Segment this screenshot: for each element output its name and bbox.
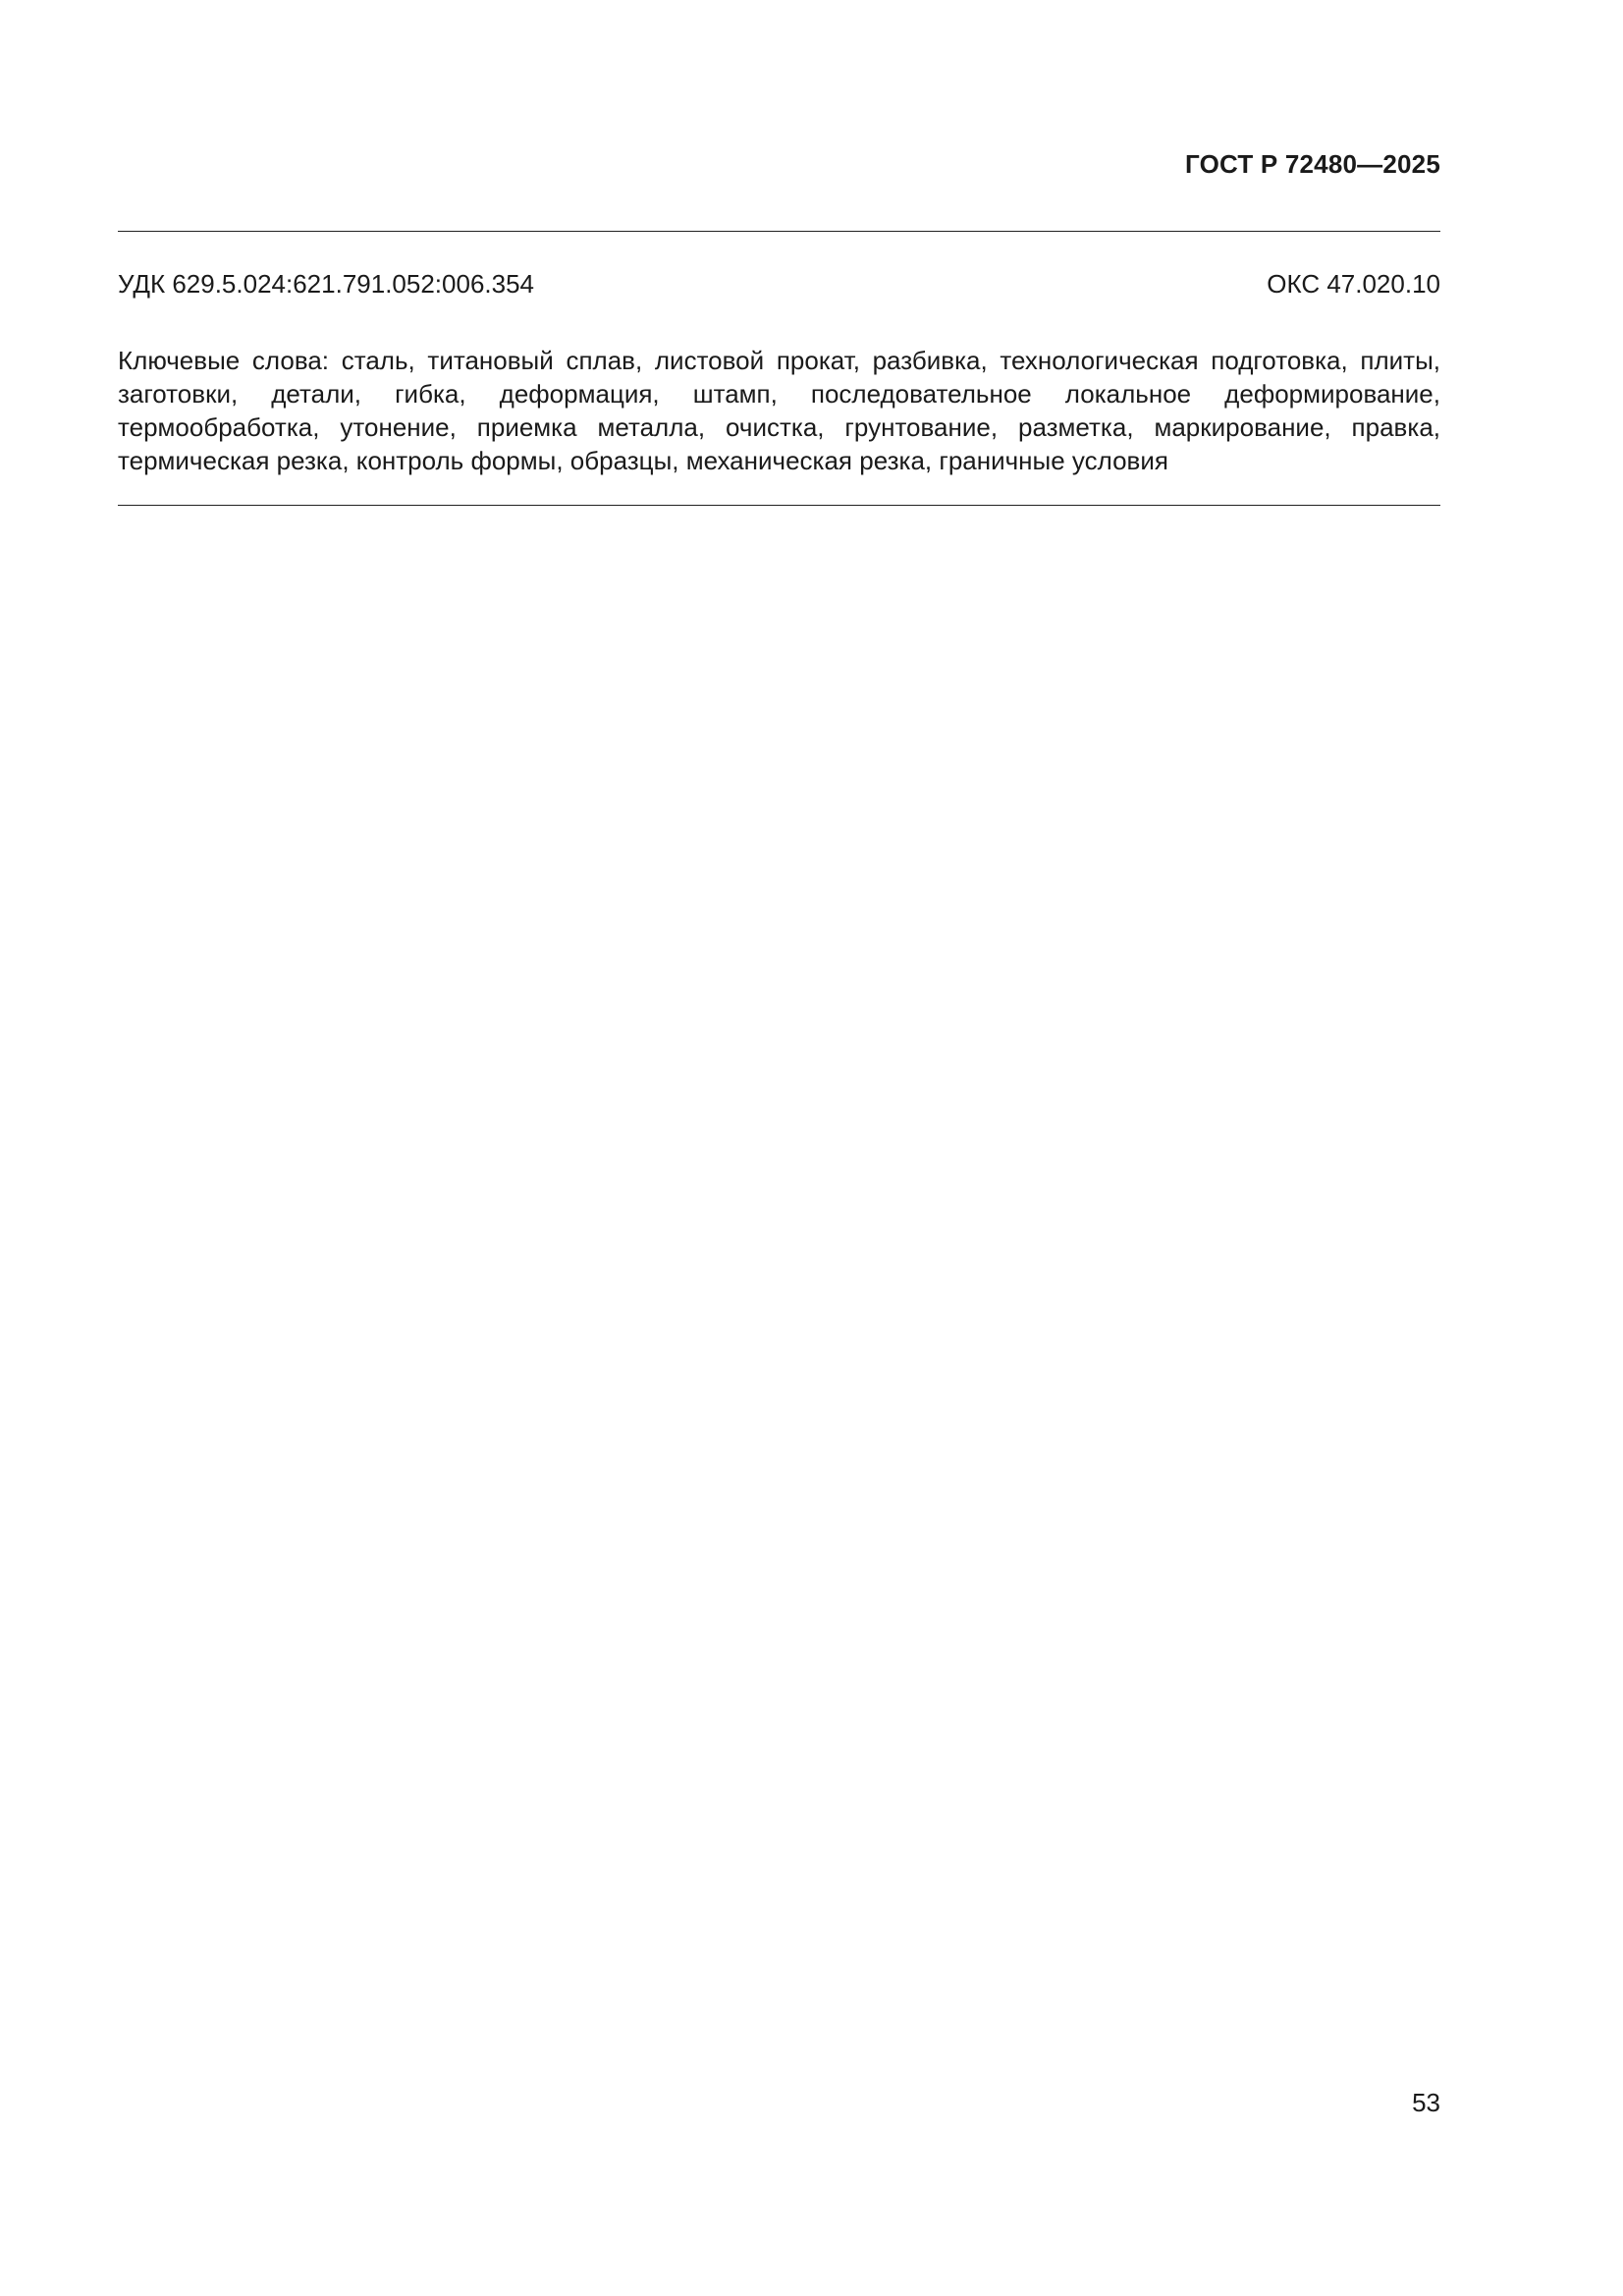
keywords-paragraph: Ключевые слова: сталь, титановый сплав, листовой прокат, разбивка, технологическая подготовка, плиты, заготовки, детали, гибка, деформация, штамп, последовательное локальное деформирование, термообработка, утонение, приемка металла, очистка, грунтование, разметка, маркирование, правка, термическая резка, контроль формы, образцы, механическая резка, граничные условия: [118, 346, 1440, 475]
oks-code: ОКС 47.020.10: [1267, 269, 1440, 299]
udk-code: УДК 629.5.024:621.791.052:006.354: [118, 269, 535, 299]
document-identifier: ГОСТ Р 72480—2025: [1185, 149, 1440, 179]
top-divider: [118, 231, 1440, 232]
bottom-divider: [118, 505, 1440, 506]
page-number: 53: [1412, 2088, 1440, 2117]
